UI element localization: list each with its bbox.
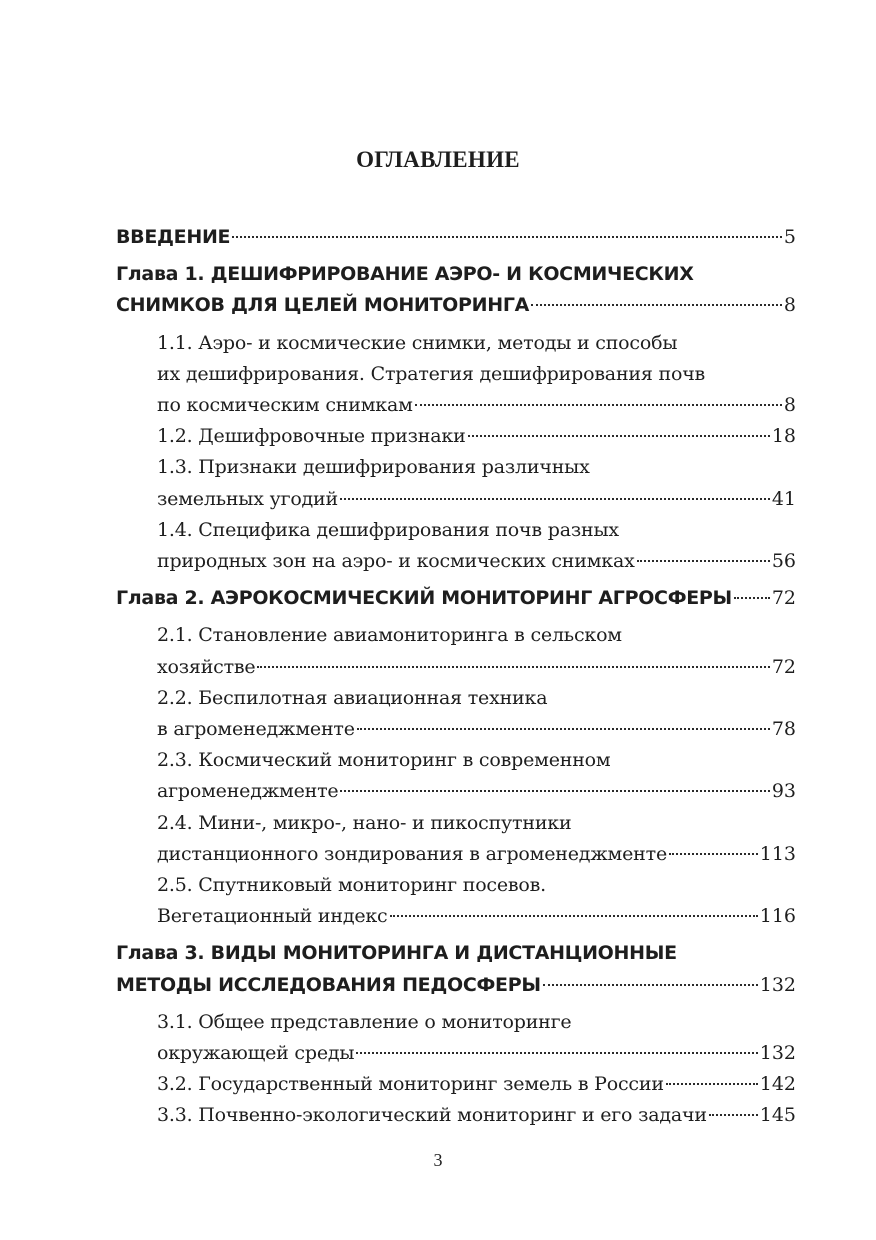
dot-leader bbox=[340, 790, 769, 792]
toc-entry-title: 2.4. Мини-, микро-, нано- и пикоспутники bbox=[157, 811, 572, 834]
toc-entry-line bbox=[116, 970, 796, 1001]
toc-section-entry[interactable] bbox=[157, 870, 796, 932]
toc-entry-line bbox=[157, 652, 796, 683]
toc-entry-title: 2.3. Космический мониторинг в современном bbox=[157, 749, 611, 772]
dot-leader bbox=[734, 597, 770, 599]
page-number: 3 bbox=[433, 1150, 443, 1170]
toc-entry-line bbox=[157, 452, 796, 483]
toc-section-entry[interactable] bbox=[157, 1007, 796, 1069]
dot-leader bbox=[531, 304, 782, 306]
toc-entry-title: 3.3. Почвенно-экологический мониторинг и его задачи bbox=[157, 1104, 707, 1127]
toc-entry-title: 2.5. Спутниковый мониторинг посевов. bbox=[157, 874, 546, 897]
toc-entry-title: Глава 3. ВИДЫ МОНИТОРИНГА И ДИСТАНЦИОННЫЕ bbox=[116, 942, 677, 965]
toc-entry-title: ВВЕДЕНИЕ bbox=[116, 226, 231, 248]
toc-section-entry[interactable] bbox=[157, 515, 796, 577]
toc-entry-title: 1.2. Дешифровочные признаки bbox=[157, 425, 466, 448]
toc-entry-line bbox=[116, 583, 796, 614]
toc-page-number: 145 bbox=[759, 1104, 796, 1127]
dot-leader bbox=[669, 853, 758, 855]
toc-entry-title: 1.1. Аэро- и космические снимки, методы и способы bbox=[157, 331, 678, 354]
toc-entry-title: СНИМКОВ ДЛЯ ЦЕЛЕЙ МОНИТОРИНГА bbox=[116, 294, 530, 317]
toc-entry-title: 3.2. Государственный мониторинг земель в России bbox=[157, 1073, 664, 1096]
toc-section-entry[interactable] bbox=[157, 1100, 796, 1131]
toc-entry-line bbox=[157, 515, 796, 546]
toc-page-number: 41 bbox=[771, 487, 796, 510]
toc-page-number: 8 bbox=[783, 294, 796, 317]
toc-page-number: 113 bbox=[759, 842, 796, 865]
toc-entry-title: 2.2. Беспилотная авиационная техника bbox=[157, 686, 548, 709]
toc-page-number: 8 bbox=[783, 394, 796, 417]
toc-entry-line bbox=[157, 870, 796, 901]
toc-page-number: 116 bbox=[759, 905, 796, 928]
toc-entry-line bbox=[157, 390, 796, 421]
toc-entry-title: Вегетационный индекс bbox=[157, 905, 388, 928]
dot-leader bbox=[257, 666, 769, 668]
toc-entry-line bbox=[157, 745, 796, 776]
toc-entry-title: Глава 2. АЭРОКОСМИЧЕСКИЙ МОНИТОРИНГ АГРОСФЕРЫ bbox=[116, 587, 732, 610]
toc-section-entry[interactable] bbox=[157, 745, 796, 807]
toc-entry-title: по космическим снимкам bbox=[157, 394, 413, 417]
toc-page-number: 93 bbox=[771, 780, 796, 803]
toc-page-number: 132 bbox=[759, 1042, 796, 1065]
toc-entry-line bbox=[157, 421, 796, 452]
toc-entry-title: 1.4. Специфика дешифрирования почв разных bbox=[157, 518, 619, 541]
toc-entry-line bbox=[116, 222, 796, 253]
dot-leader bbox=[415, 404, 782, 406]
toc-entry-title: в агроменеджменте bbox=[157, 718, 355, 741]
toc-section-entry[interactable] bbox=[157, 421, 796, 452]
toc-entry-line bbox=[157, 359, 796, 390]
toc-entry-line bbox=[157, 714, 796, 745]
toc-entry-line bbox=[157, 839, 796, 870]
dot-leader bbox=[357, 728, 770, 730]
table-of-contents bbox=[116, 222, 796, 1132]
toc-entry-line bbox=[157, 1100, 796, 1131]
toc-entry-line bbox=[157, 901, 796, 932]
toc-entry-title: 1.3. Признаки дешифрирования различных bbox=[157, 456, 590, 479]
dot-leader bbox=[356, 1052, 757, 1054]
toc-entry-line bbox=[157, 683, 796, 714]
toc-page-number: 72 bbox=[771, 587, 796, 610]
toc-entry-title: Глава 1. ДЕШИФРИРОВАНИЕ АЭРО- И КОСМИЧЕСКИХ bbox=[116, 263, 694, 286]
toc-entry-line bbox=[157, 620, 796, 651]
dot-leader bbox=[390, 915, 758, 917]
toc-page-number: 132 bbox=[759, 973, 796, 996]
toc-entry-title: агроменеджменте bbox=[157, 780, 339, 803]
toc-page-number: 78 bbox=[771, 718, 796, 741]
dot-leader bbox=[543, 984, 758, 986]
toc-entry-line bbox=[157, 776, 796, 807]
dot-leader bbox=[232, 236, 782, 238]
toc-entry-title: земельных угодий bbox=[157, 487, 338, 510]
toc-entry-title: 3.1. Общее представление о мониторинге bbox=[157, 1010, 572, 1033]
toc-section-entry[interactable] bbox=[157, 328, 796, 422]
toc-entry-title: МЕТОДЫ ИССЛЕДОВАНИЯ ПЕДОСФЕРЫ bbox=[116, 973, 541, 996]
toc-chapter-entry[interactable] bbox=[116, 583, 796, 614]
toc-entry-line bbox=[157, 1069, 796, 1100]
toc-chapter-entry[interactable] bbox=[116, 222, 796, 253]
toc-entry-line bbox=[157, 808, 796, 839]
toc-entry-line bbox=[157, 328, 796, 359]
dot-leader bbox=[709, 1114, 758, 1116]
dot-leader bbox=[637, 560, 770, 562]
toc-entry-line bbox=[157, 484, 796, 515]
toc-page-number: 56 bbox=[771, 550, 796, 573]
toc-section-entry[interactable] bbox=[157, 1069, 796, 1100]
dot-leader bbox=[666, 1083, 758, 1085]
toc-entry-line bbox=[116, 938, 796, 969]
page-title: ОГЛАВЛЕНИЕ bbox=[356, 147, 520, 172]
toc-entry-line bbox=[116, 259, 796, 290]
toc-entry-title: окружающей среды bbox=[157, 1042, 355, 1065]
toc-entry-title: природных зон на аэро- и космических снимках bbox=[157, 550, 635, 573]
toc-section-entry[interactable] bbox=[157, 620, 796, 682]
toc-section-entry[interactable] bbox=[157, 452, 796, 514]
dot-leader bbox=[340, 498, 770, 500]
toc-page-number: 18 bbox=[771, 425, 796, 448]
toc-page-number: 5 bbox=[783, 226, 796, 248]
toc-chapter-entry[interactable] bbox=[116, 259, 796, 321]
toc-entry-line bbox=[157, 546, 796, 577]
toc-section-entry[interactable] bbox=[157, 683, 796, 745]
toc-entry-line bbox=[116, 290, 796, 321]
toc-entry-title: хозяйстве bbox=[157, 655, 256, 678]
toc-entry-title: дистанционного зондирования в агроменеджменте bbox=[157, 842, 668, 865]
toc-entry-title: 2.1. Становление авиамониторинга в сельском bbox=[157, 624, 622, 647]
toc-entry-line bbox=[157, 1007, 796, 1038]
toc-section-entry[interactable] bbox=[157, 808, 796, 870]
dot-leader bbox=[468, 435, 770, 437]
toc-page-number: 142 bbox=[759, 1073, 796, 1096]
toc-entry-title: их дешифрирования. Стратегия дешифрирования почв bbox=[157, 362, 706, 385]
toc-chapter-entry[interactable] bbox=[116, 938, 796, 1000]
toc-entry-line bbox=[157, 1038, 796, 1069]
toc-page-number: 72 bbox=[771, 655, 796, 678]
